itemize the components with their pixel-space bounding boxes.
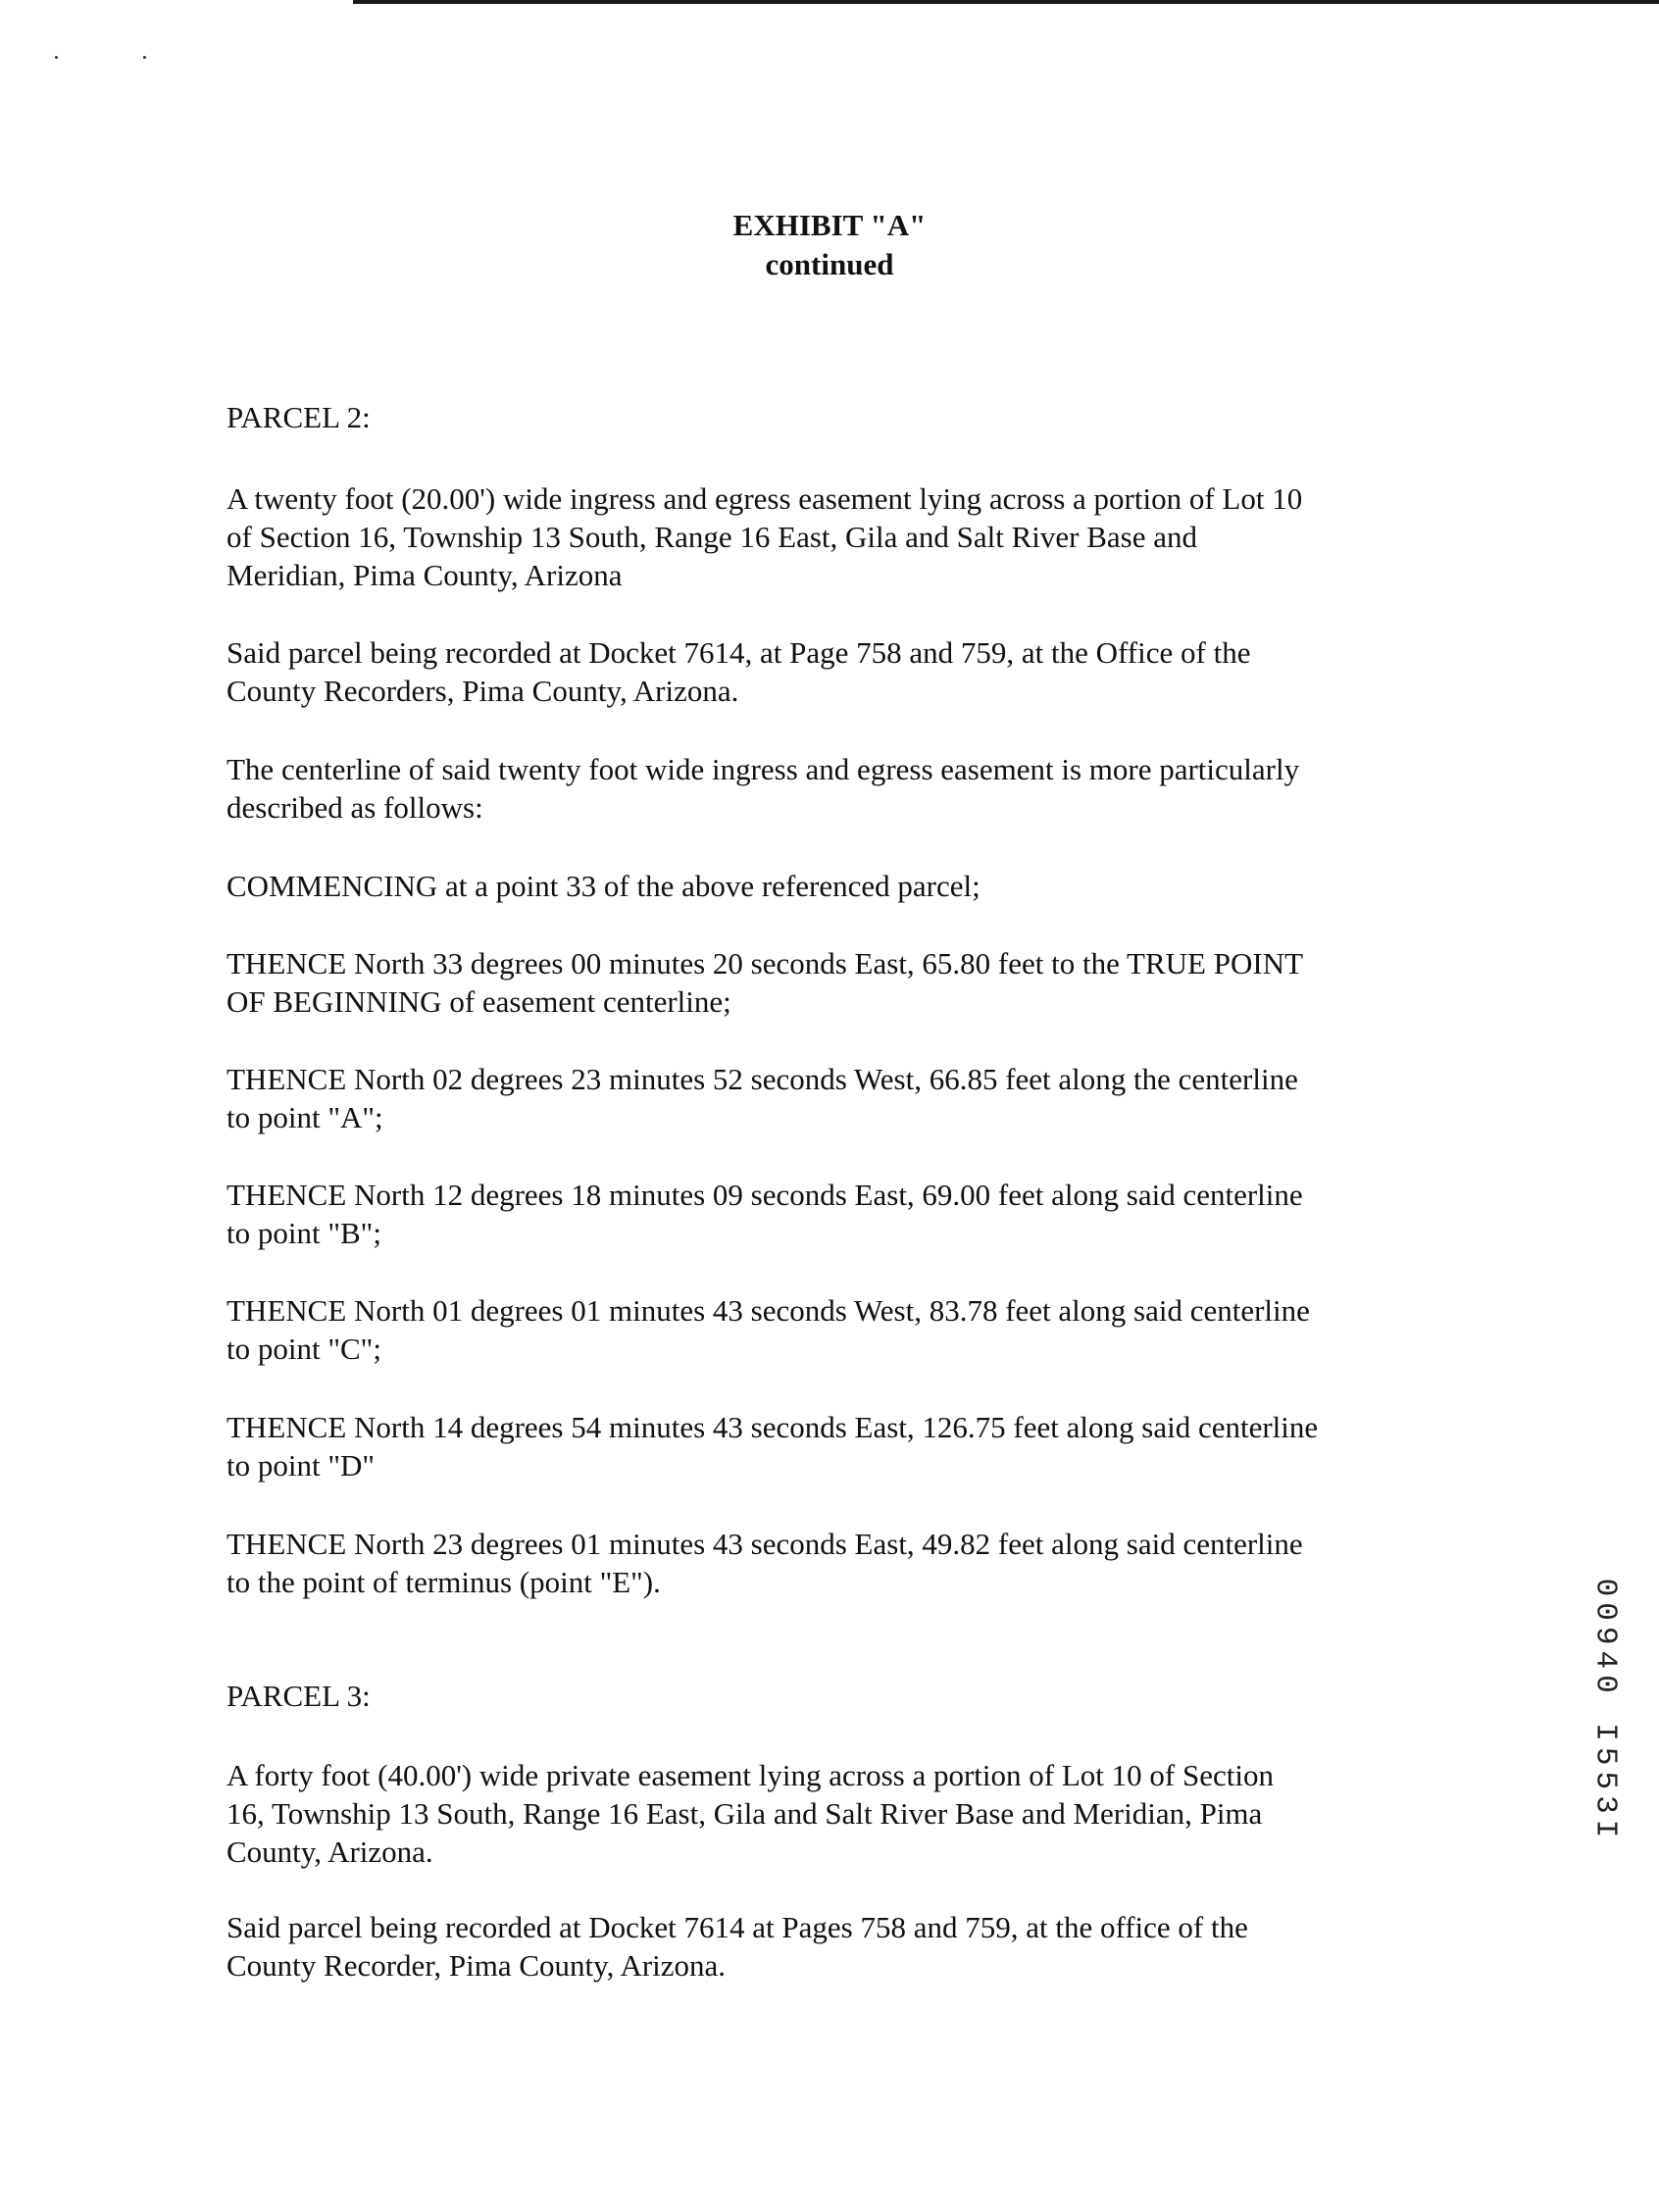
parcel-3-heading: PARCEL 3: (226, 1679, 371, 1713)
parcel-2-heading: PARCEL 2: (226, 400, 371, 434)
course-paragraph: THENCE North 12 degrees 18 minutes 09 seconds East, 69.00 feet along said centerline to point "B"; (226, 1178, 1303, 1250)
exhibit-subtitle: continued (765, 247, 894, 281)
parcel-2-description: A twenty foot (20.00') wide ingress and egress easement lying across a portion of Lot 10 of Section 16, Township 13 South, Range 16 East, Gila and Salt River Base and Meridian, Pima County, Arizona (226, 481, 1303, 592)
course-paragraph: THENCE North 02 degrees 23 minutes 52 seconds West, 66.85 feet along the centerline to point "A"; (226, 1062, 1298, 1134)
course-paragraph: THENCE North 01 degrees 01 minutes 43 seconds West, 83.78 feet along said centerline to point "C"; (226, 1293, 1310, 1366)
commencing-paragraph: COMMENCING at a point 33 of the above referenced parcel; (226, 869, 980, 903)
centerline-intro: The centerline of said twenty foot wide ingress and egress easement is more particularly described as follows: (226, 752, 1300, 825)
page-stamp-text: 00940 I553I (1587, 1578, 1623, 1844)
course-paragraph: THENCE North 14 degrees 54 minutes 43 seconds East, 126.75 feet along said centerline to point "D" (226, 1410, 1319, 1483)
scan-speck (143, 56, 146, 59)
page-stamp (1584, 1579, 1627, 1843)
course-paragraph: THENCE North 23 degrees 01 minutes 43 seconds East, 49.82 feet along said centerline to the point of terminus (point "E"). (226, 1527, 1303, 1599)
top-border-line (353, 0, 1659, 4)
parcel-2-recording: Said parcel being recorded at Docket 7614, at Page 758 and 759, at the Office of the County Recorders, Pima County, Arizona. (226, 635, 1251, 708)
scan-speck (55, 56, 58, 59)
parcel-3-recording: Said parcel being recorded at Docket 7614 at Pages 758 and 759, at the office of the County Recorder, Pima County, Arizona. (226, 1910, 1248, 1983)
parcel-3-description: A forty foot (40.00') wide private easement lying across a portion of Lot 10 of Section 16, Township 13 South, Range 16 East, Gila and Salt River Base and Meridian, Pima County, Arizona. (226, 1758, 1274, 1869)
exhibit-title: EXHIBIT "A" (732, 208, 927, 242)
course-paragraph: THENCE North 33 degrees 00 minutes 20 seconds East, 65.80 feet to the TRUE POINT OF BEGINNING of easement centerline; (226, 946, 1304, 1019)
